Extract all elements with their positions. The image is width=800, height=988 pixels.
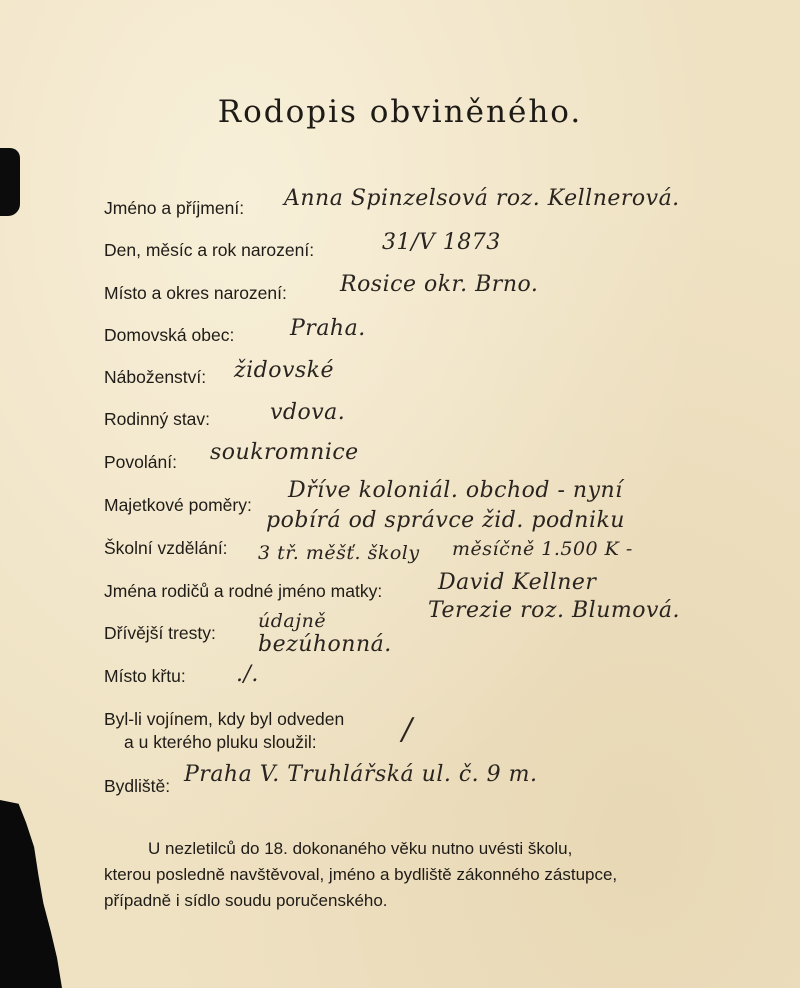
marital-status-label: Rodinný stav: [104, 409, 211, 429]
property-label: Majetkové poměry: [104, 495, 252, 515]
birth-place-label: Místo a okres narození: [104, 283, 287, 303]
name-value: Anna Spinzelsová roz. Kellnerová. [284, 186, 680, 211]
name-label: Jméno a příjmení: [104, 198, 245, 218]
minors-note [104, 836, 744, 914]
occupation-value: soukromnice [210, 440, 359, 465]
parents-value-line2: Terezie roz. Blumová. [428, 598, 681, 623]
birth-date-label: Den, měsíc a rok narození: [104, 240, 315, 260]
parents-value-line1: David Kellner [438, 570, 597, 595]
military-label-line1: Byl-li vojínem, kdy byl odveden [104, 709, 345, 729]
home-municipality-label: Domovská obec: [104, 325, 235, 345]
prior-convictions-label: Dřívější tresty: [104, 623, 216, 643]
baptism-place-value: ./. [236, 662, 259, 687]
torn-edge-top [0, 148, 20, 216]
residence-label: Bydliště: [104, 776, 171, 796]
note-line3: případně i sídlo soudu poručenského. [104, 891, 388, 910]
home-municipality-value: Praha. [290, 316, 366, 341]
document-title: Rodopis obviněného. [217, 94, 583, 130]
prior-convictions-value-line2: bezúhonná. [258, 632, 392, 657]
residence-value: Praha V. Truhlářská ul. č. 9 m. [184, 762, 538, 787]
military-label-line2: a u kterého pluku sloužil: [124, 732, 317, 752]
religion-value: židovské [234, 358, 335, 383]
military-value: / [402, 712, 413, 747]
education-label: Školní vzdělání: [104, 538, 228, 558]
education-value: 3 tř. měšť. školy [258, 542, 420, 564]
occupation-label: Povolání: [104, 452, 177, 472]
property-value-line1: Dříve koloniál. obchod - nyní [288, 478, 623, 503]
note-line2: kterou posledně navštěvoval, jméno a bydliště zákonného zástupce, [104, 865, 618, 884]
prior-convictions-value-line1: údajně [258, 610, 327, 632]
parents-label: Jména rodičů a rodné jméno matky: [104, 581, 383, 601]
note-line1: U nezletilců do 18. dokonaného věku nutno uvésti školu, [148, 839, 573, 858]
property-value-line3: měsíčně 1.500 K - [452, 538, 633, 560]
baptism-place-label: Místo křtu: [104, 666, 186, 686]
property-value-line2: pobírá od správce žid. podniku [266, 508, 625, 533]
birth-date-value: 31/V 1873 [382, 230, 501, 255]
birth-place-value: Rosice okr. Brno. [340, 272, 539, 297]
marital-status-value: vdova. [270, 400, 346, 425]
religion-label: Náboženství: [104, 367, 207, 387]
